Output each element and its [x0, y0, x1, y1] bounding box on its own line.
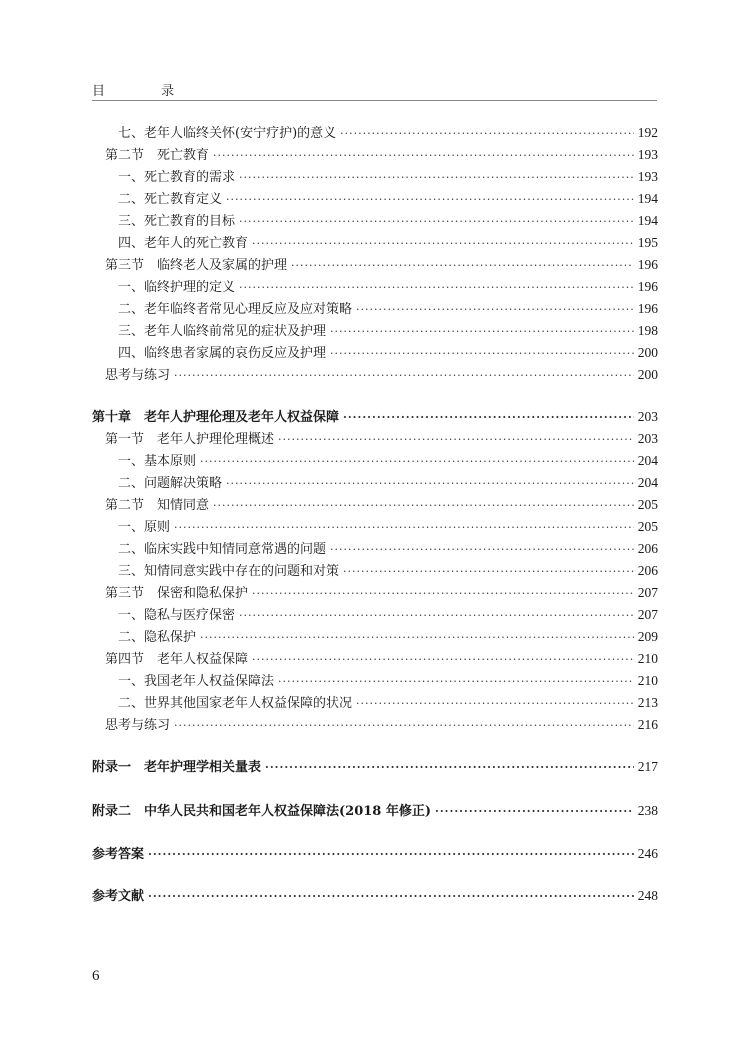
toc-chapter-entry[interactable] — [92, 408, 658, 427]
toc-entry-label: 第一节 老年人护理伦理概述 — [105, 432, 275, 447]
toc-entry-page: 246 — [637, 846, 658, 861]
leader-dots — [174, 519, 634, 537]
toc-entry[interactable] — [118, 474, 658, 493]
toc-entry-page: 203 — [637, 409, 658, 424]
toc-entry-label: 第二节 死亡教育 — [105, 148, 210, 163]
toc-entry-label: 二、问题解决策略 — [118, 476, 223, 491]
leader-dots — [340, 125, 634, 143]
toc-entry-page: 194 — [637, 213, 658, 228]
leader-dots — [252, 235, 634, 253]
leader-dots — [356, 695, 634, 713]
toc-entry-page: 213 — [637, 695, 658, 710]
leader-dots — [330, 541, 634, 559]
toc-answers-entry[interactable] — [92, 845, 658, 864]
leader-dots — [252, 651, 634, 669]
toc-appendix-entry[interactable] — [92, 802, 658, 821]
toc-entry-page: 210 — [637, 673, 658, 688]
leader-dots — [343, 563, 634, 581]
toc-entry[interactable] — [118, 562, 658, 581]
toc-entry[interactable] — [118, 628, 658, 647]
toc-entry-label: 第二节 知情同意 — [105, 498, 210, 513]
toc-entry-page: 204 — [637, 453, 658, 468]
toc-entry-label: 七、老年人临终关怀(安宁疗护)的意义 — [118, 126, 337, 141]
toc-entry[interactable] — [118, 518, 658, 537]
leader-dots — [174, 367, 634, 385]
leader-dots — [239, 279, 634, 297]
toc-entry[interactable] — [105, 716, 658, 735]
leader-dots — [200, 629, 634, 647]
toc-entry-label: 一、临终护理的定义 — [118, 280, 236, 295]
leader-dots — [239, 169, 634, 187]
leader-dots — [239, 607, 634, 625]
toc-entry-label: 参考文献 — [92, 889, 145, 904]
toc-entry-page: 193 — [637, 169, 658, 184]
toc-entry[interactable] — [118, 606, 658, 625]
toc-entry-label: 思考与练习 — [105, 368, 171, 383]
toc-entry-page: 200 — [637, 345, 658, 360]
toc-entry-label: 一、原则 — [118, 520, 171, 535]
toc-entry-page: 203 — [637, 431, 658, 446]
toc-entry-page: 192 — [637, 125, 658, 140]
leader-dots — [226, 475, 634, 493]
toc-entry[interactable] — [118, 190, 658, 209]
toc-entry[interactable] — [118, 344, 658, 363]
toc-entry-label: 第三节 保密和隐私保护 — [105, 586, 249, 601]
toc-entry-page: 209 — [637, 629, 658, 644]
toc-entry[interactable] — [105, 584, 658, 603]
leader-dots — [148, 846, 634, 864]
toc-appendix-entry[interactable] — [92, 758, 658, 777]
leader-dots — [343, 409, 634, 427]
toc-entry[interactable] — [105, 256, 658, 275]
toc-entry-label: 三、老年人临终前常见的症状及护理 — [118, 324, 327, 339]
toc-entry-page: 193 — [637, 147, 658, 162]
toc-entry-label: 第十章 老年人护理伦理及老年人权益保障 — [92, 410, 340, 425]
toc-entry[interactable] — [118, 540, 658, 559]
toc-entry-page: 216 — [637, 717, 658, 732]
leader-dots — [356, 301, 634, 319]
toc-entry-label: 一、我国老年人权益保障法 — [118, 674, 275, 689]
toc-entry-label: 一、死亡教育的需求 — [118, 170, 236, 185]
toc-entry[interactable] — [118, 694, 658, 713]
toc-entry-page: 196 — [637, 279, 658, 294]
leader-dots — [213, 147, 634, 165]
toc-entry-page: 207 — [637, 585, 658, 600]
leader-dots — [148, 888, 634, 906]
leader-dots — [435, 803, 634, 821]
leader-dots — [291, 257, 634, 275]
toc-entry-label: 四、临终患者家属的哀伤反应及护理 — [118, 346, 327, 361]
leader-dots — [239, 213, 634, 231]
leader-dots — [226, 191, 634, 209]
leader-dots — [278, 431, 634, 449]
toc-entry-label: 思考与练习 — [105, 718, 171, 733]
toc-entry-label: 一、隐私与医疗保密 — [118, 608, 236, 623]
toc-entry-label: 三、知情同意实践中存在的问题和对策 — [118, 564, 340, 579]
toc-entry-page: 206 — [637, 541, 658, 556]
leader-dots — [330, 345, 634, 363]
toc-entry-page: 195 — [637, 235, 658, 250]
toc-entry[interactable] — [118, 322, 658, 341]
toc-entry-label: 附录二 中华人民共和国老年人权益保障法(2018 年修正) — [92, 804, 432, 819]
leader-dots — [252, 585, 634, 603]
toc-entry-label: 二、世界其他国家老年人权益保障的状况 — [118, 696, 353, 711]
toc-entry-label: 二、隐私保护 — [118, 630, 197, 645]
toc-entry-label: 二、老年临终者常见心理反应及应对策略 — [118, 302, 353, 317]
toc-entry-page: 198 — [637, 323, 658, 338]
toc-entry-page: 248 — [637, 888, 658, 903]
toc-entry-label: 四、老年人的死亡教育 — [118, 236, 249, 251]
toc-entry-page: 196 — [637, 301, 658, 316]
page-number: 6 — [92, 968, 100, 984]
toc-entry-page: 206 — [637, 563, 658, 578]
toc-entry[interactable] — [118, 168, 658, 187]
toc-entry[interactable] — [118, 124, 658, 143]
header-rule — [92, 100, 657, 101]
toc-entry-page: 210 — [637, 651, 658, 666]
toc-entry-label: 第三节 临终老人及家属的护理 — [105, 258, 288, 273]
toc-entry[interactable] — [105, 366, 658, 385]
toc-entry[interactable] — [118, 212, 658, 231]
toc-entry-label: 一、基本原则 — [118, 454, 197, 469]
leader-dots — [174, 717, 634, 735]
leader-dots — [265, 759, 634, 777]
leader-dots — [200, 453, 634, 471]
toc-entry-label: 参考答案 — [92, 847, 145, 862]
toc-entry-label: 二、死亡教育定义 — [118, 192, 223, 207]
toc-entry[interactable] — [118, 278, 658, 297]
toc-entry[interactable] — [105, 650, 658, 669]
leader-dots — [330, 323, 634, 341]
toc-entry-page: 194 — [637, 191, 658, 206]
toc-entry-page: 207 — [637, 607, 658, 622]
toc-entry-page: 217 — [637, 759, 658, 774]
running-header: 目 录 — [92, 84, 201, 99]
leader-dots — [213, 497, 634, 515]
toc-entry[interactable] — [105, 496, 658, 515]
toc-entry-page: 205 — [637, 497, 658, 512]
toc-entry-label: 附录一 老年护理学相关量表 — [92, 760, 262, 775]
toc-entry-label: 三、死亡教育的目标 — [118, 214, 236, 229]
toc-entry-page: 205 — [637, 519, 658, 534]
toc-entry[interactable] — [118, 452, 658, 471]
toc-entry-page: 204 — [637, 475, 658, 490]
toc-entry[interactable] — [105, 430, 658, 449]
toc-entry-label: 第四节 老年人权益保障 — [105, 652, 249, 667]
toc-references-entry[interactable] — [92, 887, 658, 906]
toc-entry[interactable] — [118, 300, 658, 319]
toc-entry[interactable] — [105, 146, 658, 165]
leader-dots — [278, 673, 634, 691]
toc-entry-page: 196 — [637, 257, 658, 272]
toc-entry-page: 200 — [637, 367, 658, 382]
toc-entry[interactable] — [118, 234, 658, 253]
toc-entry-page: 238 — [637, 803, 658, 818]
toc-entry-label: 二、临床实践中知情同意常遇的问题 — [118, 542, 327, 557]
toc-entry[interactable] — [118, 672, 658, 691]
